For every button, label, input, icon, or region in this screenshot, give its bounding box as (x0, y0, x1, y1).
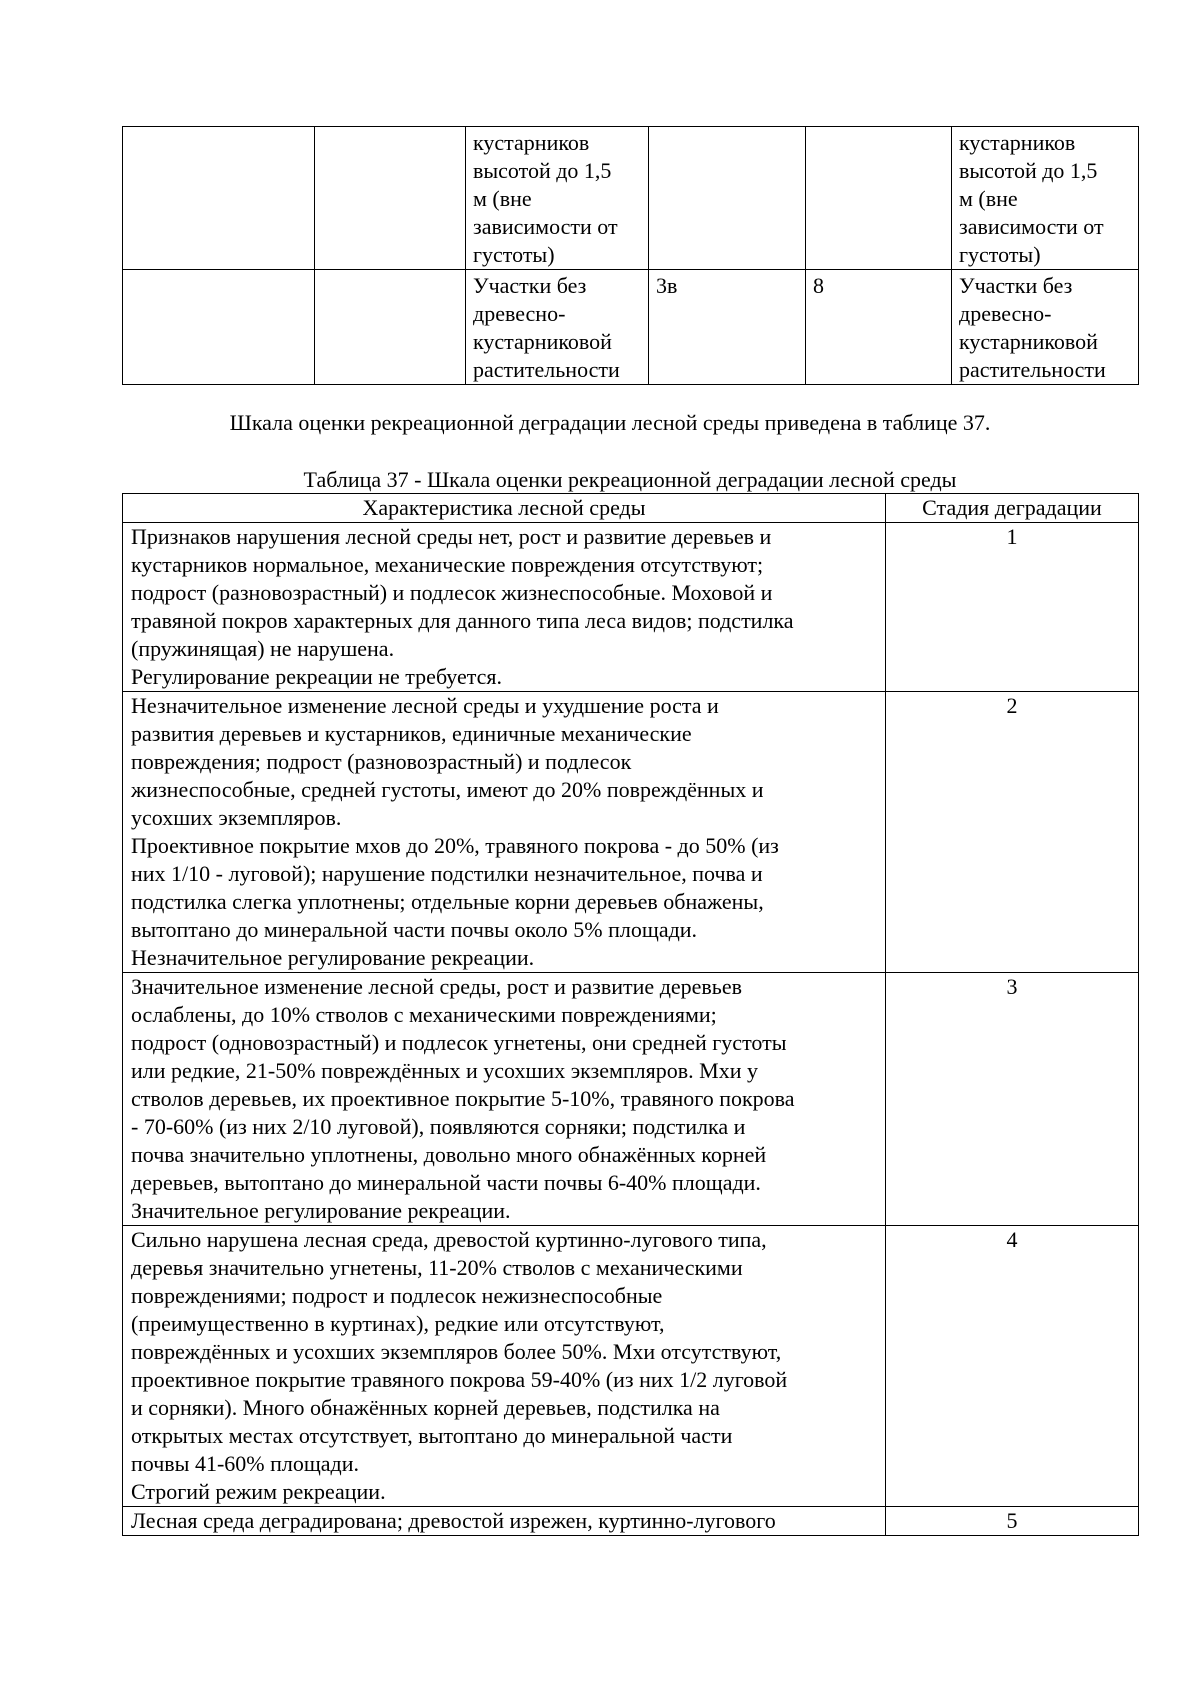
cell-text-line: Строгий режим рекреации. (131, 1479, 386, 1504)
cell-text-line: густоты) (959, 242, 1041, 267)
cell-text-line: почва значительно уплотнены, довольно много обнажённых корней (131, 1142, 767, 1167)
characteristic-cell (123, 1507, 886, 1536)
cell-text-line: высотой до 1,5 (959, 158, 1098, 183)
cell-text-line: (пружинящая) не нарушена. (131, 636, 395, 661)
table-row (123, 270, 1139, 385)
table-cell (952, 270, 1139, 385)
characteristic-cell (123, 973, 886, 1226)
table-cell (315, 270, 466, 385)
table-row (123, 1507, 1139, 1536)
stage-cell: 4 (886, 1226, 1139, 1507)
characteristic-cell (123, 692, 886, 973)
cell-text-line: жизнеспособные, средней густоты, имеют до 20% повреждённых и (131, 777, 764, 802)
cell-text-line: кустарников (473, 130, 590, 155)
cell-text-line: Незначительное регулирование рекреации. (131, 945, 535, 970)
cell-text-line: - 70-60% (из них 2/10 луговой), появляются сорняки; подстилка и (131, 1114, 746, 1139)
cell-text-line: проективное покрытие травяного покрова 59-40% (из них 1/2 луговой (131, 1367, 788, 1392)
table-cell (466, 270, 649, 385)
stage-cell: 3 (886, 973, 1139, 1226)
header-stage: Стадия деградации (886, 494, 1139, 523)
table-cell (649, 127, 806, 270)
cell-text-line: Проективное покрытие мхов до 20%, травяного покрова - до 50% (из (131, 833, 779, 858)
cell-text-line: Участки без (473, 273, 587, 298)
cell-text-line: густоты) (473, 242, 555, 267)
table-row (123, 1226, 1139, 1507)
cell-text-line: зависимости от (959, 214, 1104, 239)
table-cell (315, 127, 466, 270)
table-cell (806, 127, 952, 270)
table-cell (952, 127, 1139, 270)
table-row (123, 523, 1139, 692)
header-characteristic: Характеристика лесной среды (123, 494, 886, 523)
table-cell: 3в (649, 270, 806, 385)
cell-text-line: усохших экземпляров. (131, 805, 342, 830)
cell-text-line: подрост (разновозрастный) и подлесок жизнеспособные. Моховой и (131, 580, 773, 605)
cell-text-line: или редкие, 21-50% повреждённых и усохших экземпляров. Мхи у (131, 1058, 758, 1083)
cell-text-line: древесно- (473, 301, 566, 326)
cell-text-line: подстилка слегка уплотнены; отдельные корни деревьев обнажены, (131, 889, 764, 914)
cell-text-line: повреждённых и усохших экземпляров более 50%. Мхи отсутствуют, (131, 1339, 782, 1364)
table-row (123, 973, 1139, 1226)
table-cell: 8 (806, 270, 952, 385)
cell-text-line: кустарников (959, 130, 1076, 155)
stage-cell: 2 (886, 692, 1139, 973)
cell-text-line: подрост (одновозрастный) и подлесок угнетены, они средней густоты (131, 1030, 787, 1055)
cell-text-line: ослаблены, до 10% стволов с механическими повреждениями; (131, 1002, 717, 1027)
body-paragraph: Шкала оценки рекреационной деградации лесной среды приведена в таблице 37. (229, 410, 991, 435)
cell-text-line: деревья значительно угнетены, 11-20% стволов с механическими (131, 1255, 743, 1280)
table-header-row (123, 494, 1139, 523)
cell-text-line: открытых местах отсутствует, вытоптано до минеральной части (131, 1423, 733, 1448)
cell-text-line: травяной покров характерных для данного типа леса видов; подстилка (131, 608, 794, 633)
cell-text-line: растительности (959, 357, 1106, 382)
stage-cell: 1 (886, 523, 1139, 692)
cell-text-line: развития деревьев и кустарников, единичные механические (131, 721, 692, 746)
cell-text-line: древесно- (959, 301, 1052, 326)
cell-text-line: Сильно нарушена лесная среда, древостой куртинно-лугового типа, (131, 1227, 767, 1252)
cell-text-line: Незначительное изменение лесной среды и ухудшение роста и (131, 693, 719, 718)
cell-text-line: зависимости от (473, 214, 618, 239)
cell-text-line: Признаков нарушения лесной среды нет, рост и развитие деревьев и (131, 524, 772, 549)
cell-text-line: Значительное регулирование рекреации. (131, 1198, 511, 1223)
cell-text-line: Регулирование рекреации не требуется. (131, 664, 503, 689)
cell-text-line: Лесная среда деградирована; древостой изрежен, куртинно-лугового (131, 1508, 776, 1533)
stage-cell: 5 (886, 1507, 1139, 1536)
table-cell (466, 127, 649, 270)
cell-text-line: м (вне (473, 186, 532, 211)
cell-text-line: м (вне (959, 186, 1018, 211)
table-cell (123, 270, 315, 385)
cell-text-line: почвы 41-60% площади. (131, 1451, 360, 1476)
cell-text-line: деревьев, вытоптано до минеральной части почвы 6-40% площади. (131, 1170, 761, 1195)
characteristic-cell (123, 1226, 886, 1507)
cell-text-line: (преимущественно в куртинах), редкие или отсутствуют, (131, 1311, 665, 1336)
cell-text-line: повреждениями; подрост и подлесок нежизнеспособные (131, 1283, 663, 1308)
cell-text-line: Значительное изменение лесной среды, рост и развитие деревьев (131, 974, 742, 999)
table-row (123, 127, 1139, 270)
cell-text-line: кустарниковой (959, 329, 1098, 354)
cell-text-line: них 1/10 - луговой); нарушение подстилки незначительное, почва и (131, 861, 763, 886)
cell-text-line: стволов деревьев, их проективное покрытие 5-10%, травяного покрова (131, 1086, 795, 1111)
cell-text-line: растительности (473, 357, 620, 382)
table-cell (123, 127, 315, 270)
degradation-scale-table (122, 493, 1139, 1536)
characteristic-cell (123, 523, 886, 692)
cell-text-line: повреждения; подрост (разновозрастный) и подлесок (131, 749, 632, 774)
table-caption: Таблица 37 - Шкала оценки рекреационной деградации лесной среды (303, 467, 957, 492)
cell-text-line: кустарниковой (473, 329, 612, 354)
continuation-table (122, 126, 1139, 385)
table-row (123, 692, 1139, 973)
cell-text-line: и сорняки). Много обнажённых корней деревьев, подстилка на (131, 1395, 720, 1420)
cell-text-line: высотой до 1,5 (473, 158, 612, 183)
cell-text-line: Участки без (959, 273, 1073, 298)
cell-text-line: кустарников нормальное, механические повреждения отсутствуют; (131, 552, 764, 577)
cell-text-line: вытоптано до минеральной части почвы около 5% площади. (131, 917, 698, 942)
